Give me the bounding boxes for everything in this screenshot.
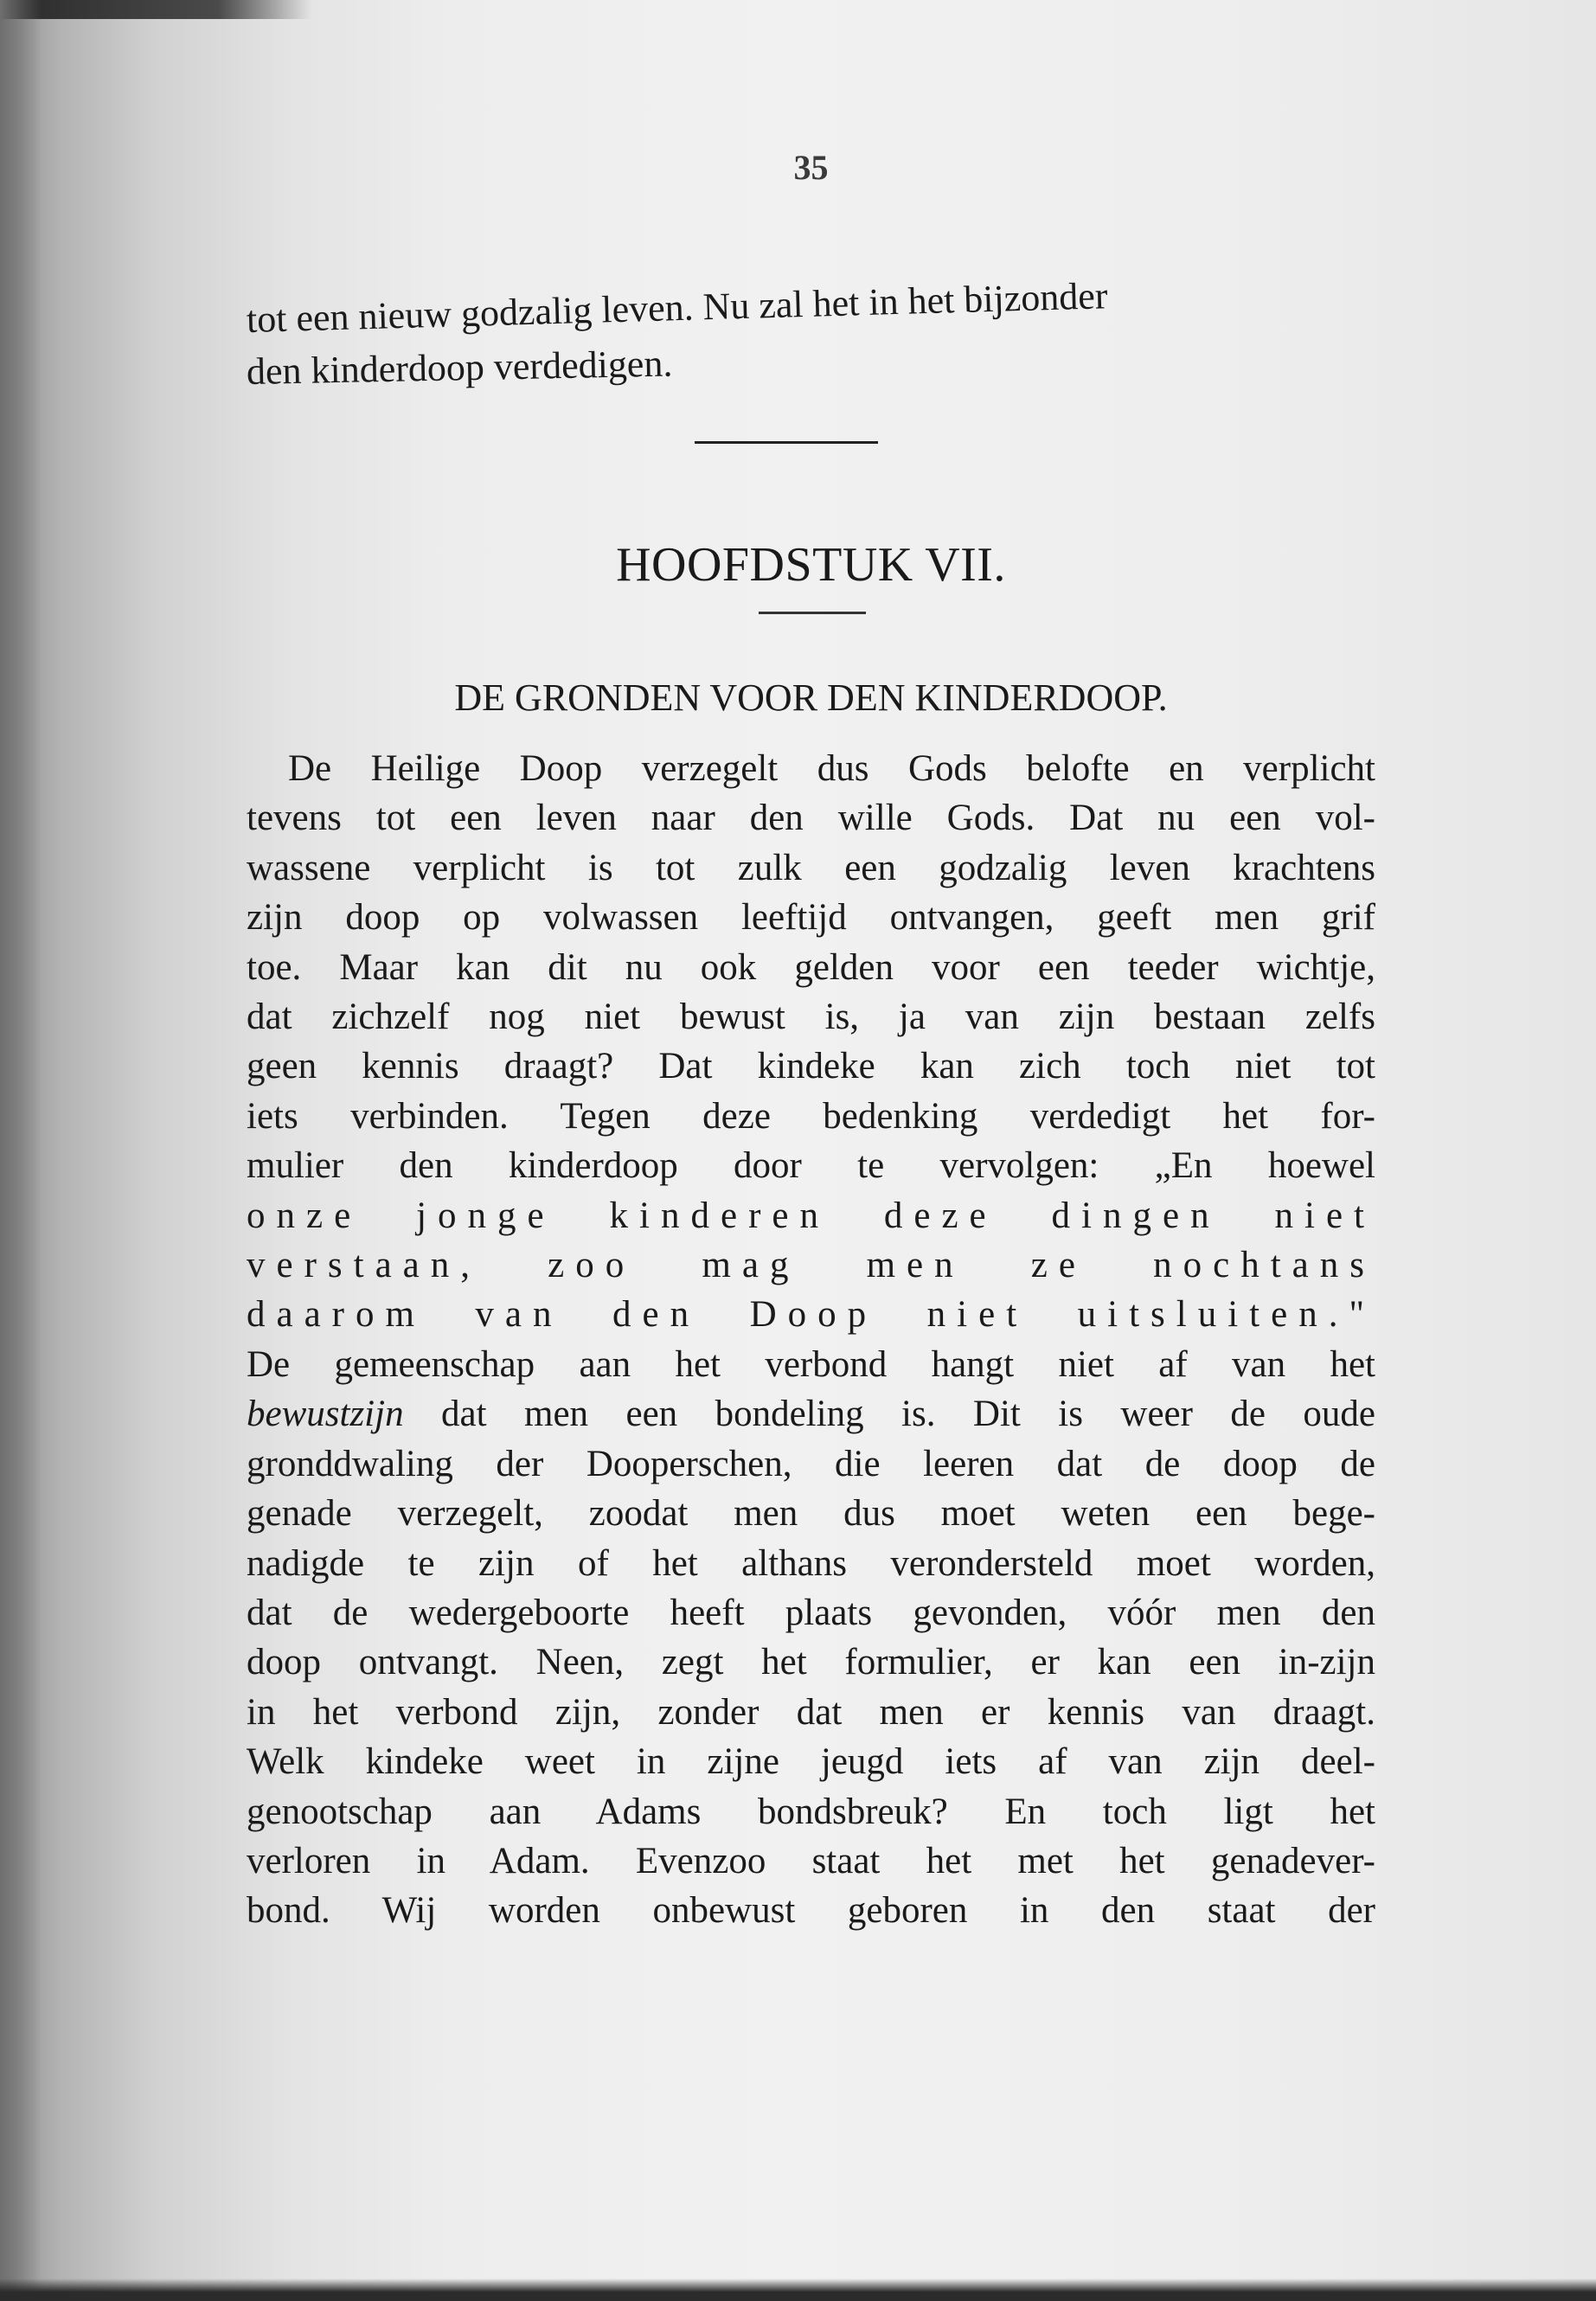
scan-edge-top: [0, 0, 311, 19]
text-line: dat de wedergeboorte heeft plaats gevonden, vóór men den: [247, 1592, 1375, 1633]
text-line-with-emphasis: [247, 1389, 1375, 1439]
binding-shadow: [0, 0, 42, 2301]
text-line: Welk kindeke weet in zijne jeugd iets af van zijn deel-: [247, 1741, 1375, 1783]
text-line: tevens tot een leven naar den wille Gods. Dat nu een vol-: [247, 798, 1375, 839]
text-line: dat zichzelf nog niet bewust is, ja van zijn bestaan zelfs: [247, 997, 1375, 1038]
spaced-quote-line: onze jonge kinderen deze dingen niet: [247, 1195, 1375, 1236]
chapter-body: [247, 744, 1375, 1936]
page-number: 35: [793, 148, 829, 187]
emphasized-word: bewustzijn: [247, 1394, 404, 1435]
text-line: bond. Wij worden onbewust geboren in den staat der: [247, 1890, 1375, 1932]
scan-edge-bottom: [0, 2279, 1596, 2301]
text-line: zijn doop op volwassen leeftijd ontvangen, geeft men grif: [247, 897, 1375, 939]
text-line: tot een nieuw godzalig leven. Nu zal het in het bijzonder: [246, 274, 1109, 341]
chapter-subtitle: DE GRONDEN VOOR DEN KINDERDOOP.: [454, 676, 1168, 719]
text-line: wassene verplicht is tot zulk een godzalig leven krachtens: [247, 847, 1375, 888]
text-line: De gemeenschap aan het verbond hangt niet af van het: [247, 1343, 1375, 1385]
text-line: den kinderdoop verdedigen.: [246, 342, 673, 393]
text-line: De Heilige Doop verzegelt dus Gods belofte en verplicht: [288, 748, 1375, 789]
chapter-title: HOOFDSTUK VII.: [616, 538, 1006, 592]
text-line: genootschap aan Adams bondsbreuk? En toch ligt het: [247, 1791, 1375, 1832]
text-line-rest: dat men een bondeling is. Dit is weer de oude: [441, 1394, 1375, 1435]
text-line: gronddwaling der Dooperschen, die leeren dat de doop de: [247, 1443, 1375, 1484]
spaced-quote-line: daarom van den Doop niet uitsluiten.": [247, 1294, 1375, 1336]
text-line: iets verbinden. Tegen deze bedenking verdedigt het for-: [247, 1095, 1375, 1137]
text-line: geen kennis draagt? Dat kindeke kan zich toch niet tot: [247, 1046, 1375, 1087]
text-line: nadigde te zijn of het althans verondersteld moet worden,: [247, 1542, 1375, 1584]
text-line: mulier den kinderdoop door te vervolgen: „En hoewel: [247, 1145, 1375, 1187]
title-divider: [759, 612, 866, 614]
section-divider: [695, 441, 878, 444]
page-content: [247, 145, 1375, 1936]
text-line: toe. Maar kan dit nu ook gelden voor een teeder wichtje,: [247, 946, 1375, 988]
text-line: doop ontvangt. Neen, zegt het formulier, er kan een in-zijn: [247, 1642, 1375, 1683]
intro-paragraph: [246, 274, 1375, 398]
spaced-quote-line: verstaan, zoo mag men ze nochtans: [247, 1245, 1375, 1286]
text-line: genade verzegelt, zoodat men dus moet weten een bege-: [247, 1493, 1375, 1535]
text-line: in het verbond zijn, zonder dat men er kennis van draagt.: [247, 1691, 1375, 1733]
text-line: verloren in Adam. Evenzoo staat het met het genadever-: [247, 1840, 1375, 1881]
